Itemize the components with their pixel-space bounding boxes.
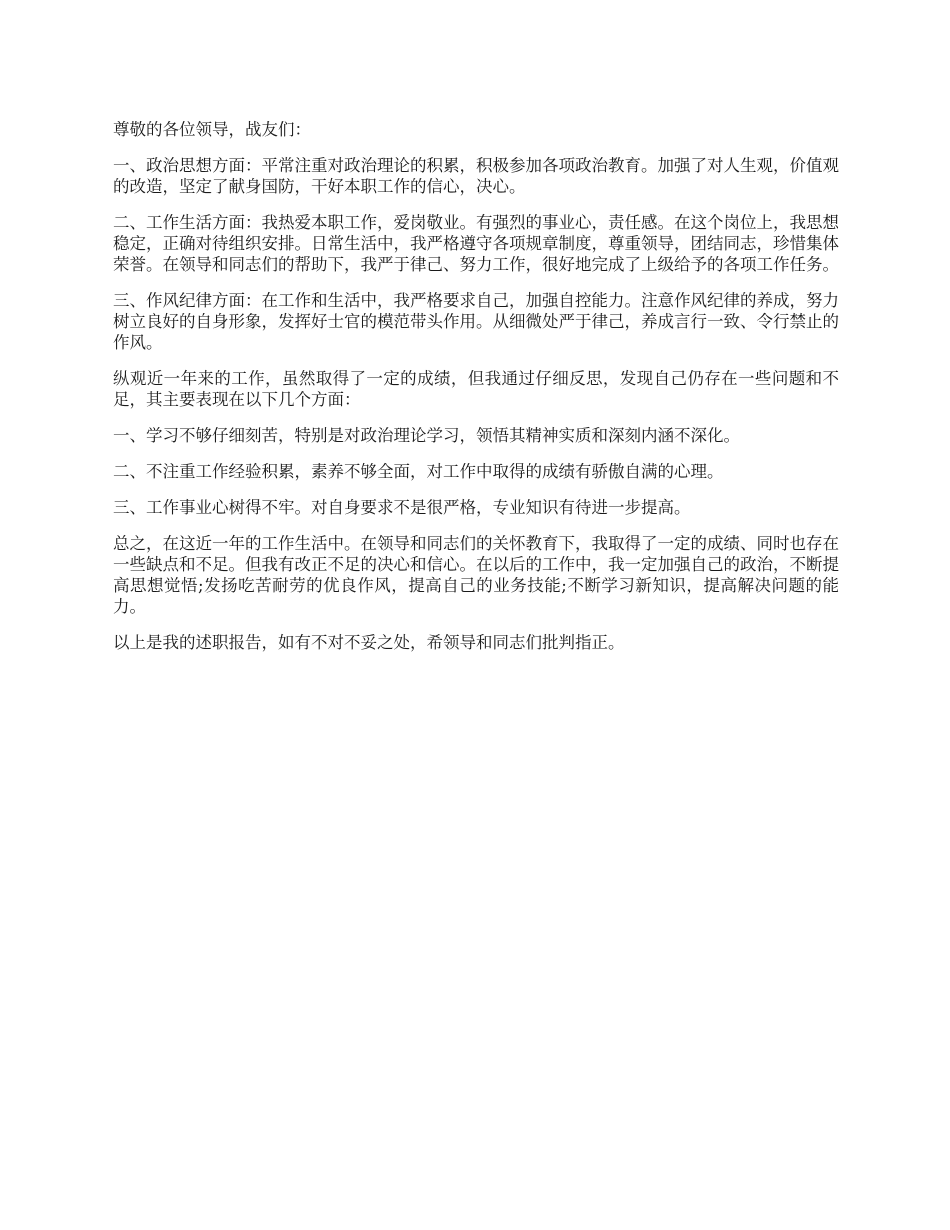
paragraph-work-style: 三、作风纪律方面：在工作和生活中，我严格要求自己，加强自控能力。注意作风纪律的养成，努力树立良好的自身形象，发挥好士官的模范带头作用。从细微处严于律己，养成言行一致、令行禁止的作风。 — [113, 291, 839, 352]
salutation: 尊敬的各位领导，战友们： — [113, 120, 311, 139]
paragraph-review: 纵观近一年来的工作，虽然取得了一定的成绩，但我通过仔细反思，发现自己仍存在一些问题和不足，其主要表现在以下几个方面： — [113, 369, 839, 409]
paragraph-closing: 以上是我的述职报告，如有不对不妥之处，希领导和同志们批判指正。 — [113, 633, 625, 652]
paragraph-shortcoming-2: 二、不注重工作经验积累，素养不够全面，对工作中取得的成绩有骄傲自满的心理。 — [113, 462, 724, 481]
paragraph-political-thought: 一、政治思想方面：平常注重对政治理论的积累，积极参加各项政治教育。加强了对人生观，价值观的改造，坚定了献身国防，干好本职工作的信心，决心。 — [113, 156, 839, 196]
paragraph-work-life: 二、工作生活方面：我热爱本职工作，爱岗敬业。有强烈的事业心，责任感。在这个岗位上，我思想稳定，正确对待组织安排。日常生活中，我严格遵守各项规章制度，尊重领导，团结同志，珍惜集体荣誉。在领导和同志们的帮助下，我严于律己、努力工作，很好地完成了上级给予的各项工作任务。 — [113, 213, 839, 274]
paragraph-shortcoming-1: 一、学习不够仔细刻苦，特别是对政治理论学习，领悟其精神实质和深刻内涵不深化。 — [113, 426, 740, 445]
paragraph-summary: 总之，在这近一年的工作生活中。在领导和同志们的关怀教育下，我取得了一定的成绩、同时也存在一些缺点和不足。但我有改正不足的决心和信心。在以后的工作中，我一定加强自己的政治，不断提高思想觉悟;发扬吃苦耐劳的优良作风，提高自己的业务技能;不断学习新知识，提高解决问题的能力。 — [113, 534, 839, 616]
document-body — [113, 119, 839, 668]
paragraph-shortcoming-3: 三、工作事业心树得不牢。对自身要求不是很严格，专业知识有待进一步提高。 — [113, 498, 691, 517]
